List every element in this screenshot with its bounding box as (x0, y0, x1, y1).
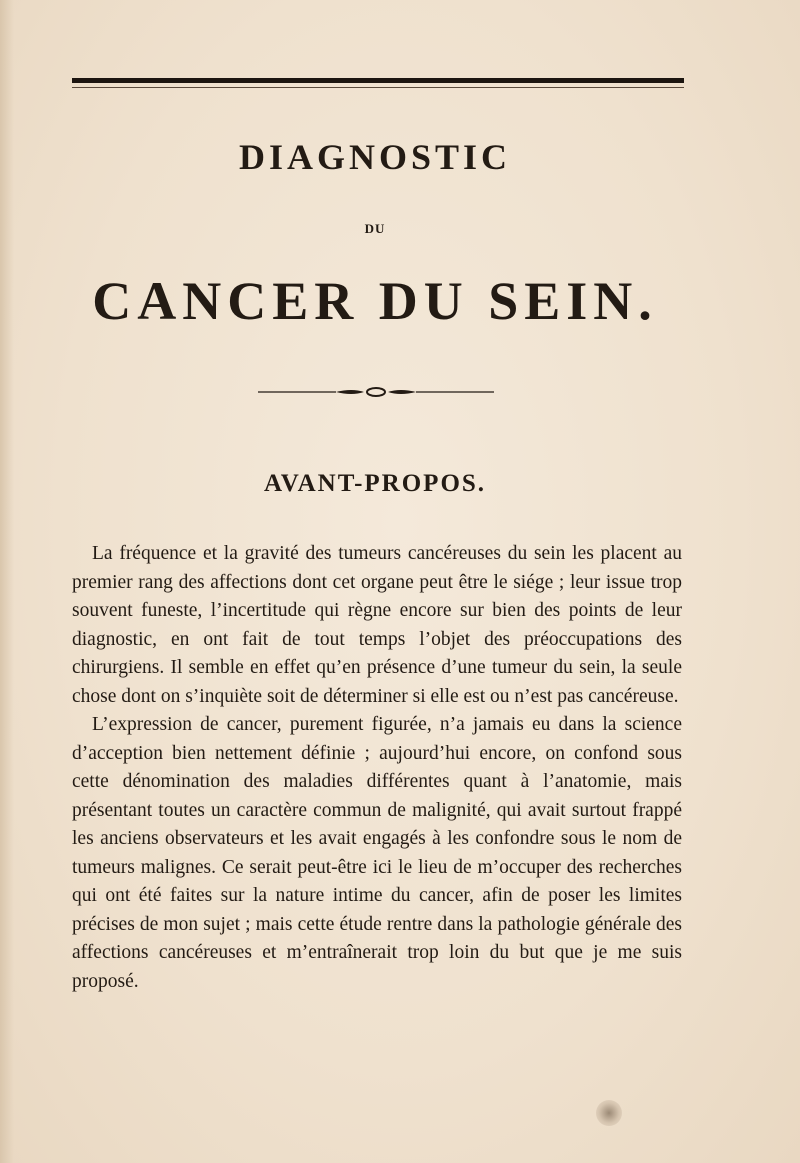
ornament-divider-icon (258, 386, 494, 398)
main-title: CANCER DU SEIN. (92, 271, 658, 331)
body-text (72, 540, 682, 996)
page-title: DIAGNOSTIC (238, 137, 512, 177)
section-heading: AVANT-PROPOS. (263, 470, 487, 497)
paragraph-2: L’expression de cancer, purement figurée, n’a jamais eu dans la science d’acception bien nettement définie ; aujourd’hui encore, on confond sous cette dénomination des maladies différentes quant à l’anatomie, mais présentant toutes un caractère commun de malignité, qui avait surtout frappé les anciens observateurs et les avait engagés à les confondre sous le nom de tumeurs malignes. Ce serait peut-être ici le lieu de m’occuper des recherches qui ont été faites sur la nature intime du cancer, afin de poser les limites précises de mon sujet ; mais cette étude rentre dans la pathologie générale des affections cancéreuses et m’entraînerait trop loin du but que je me suis proposé. (72, 714, 682, 992)
top-rule-thin (72, 87, 684, 88)
title-connector: DU (364, 221, 386, 236)
paragraph-1: La fréquence et la gravité des tumeurs cancéreuses du sein les placent au premier rang des affections dont cet organe peut être le siége ; leur issue trop souvent funeste, l’incertitude qui règne encore sur bien des points de leur diagnostic, en ont fait de tout temps l’objet des préoccupations des chirurgiens. Il semble en effet qu’en présence d’une tumeur du sein, la seule chose dont on s’inquiète soit de déterminer si elle est ou n’est pas cancéreuse. (72, 543, 682, 707)
top-rule-thick (72, 78, 684, 83)
paper-stain (596, 1100, 622, 1126)
